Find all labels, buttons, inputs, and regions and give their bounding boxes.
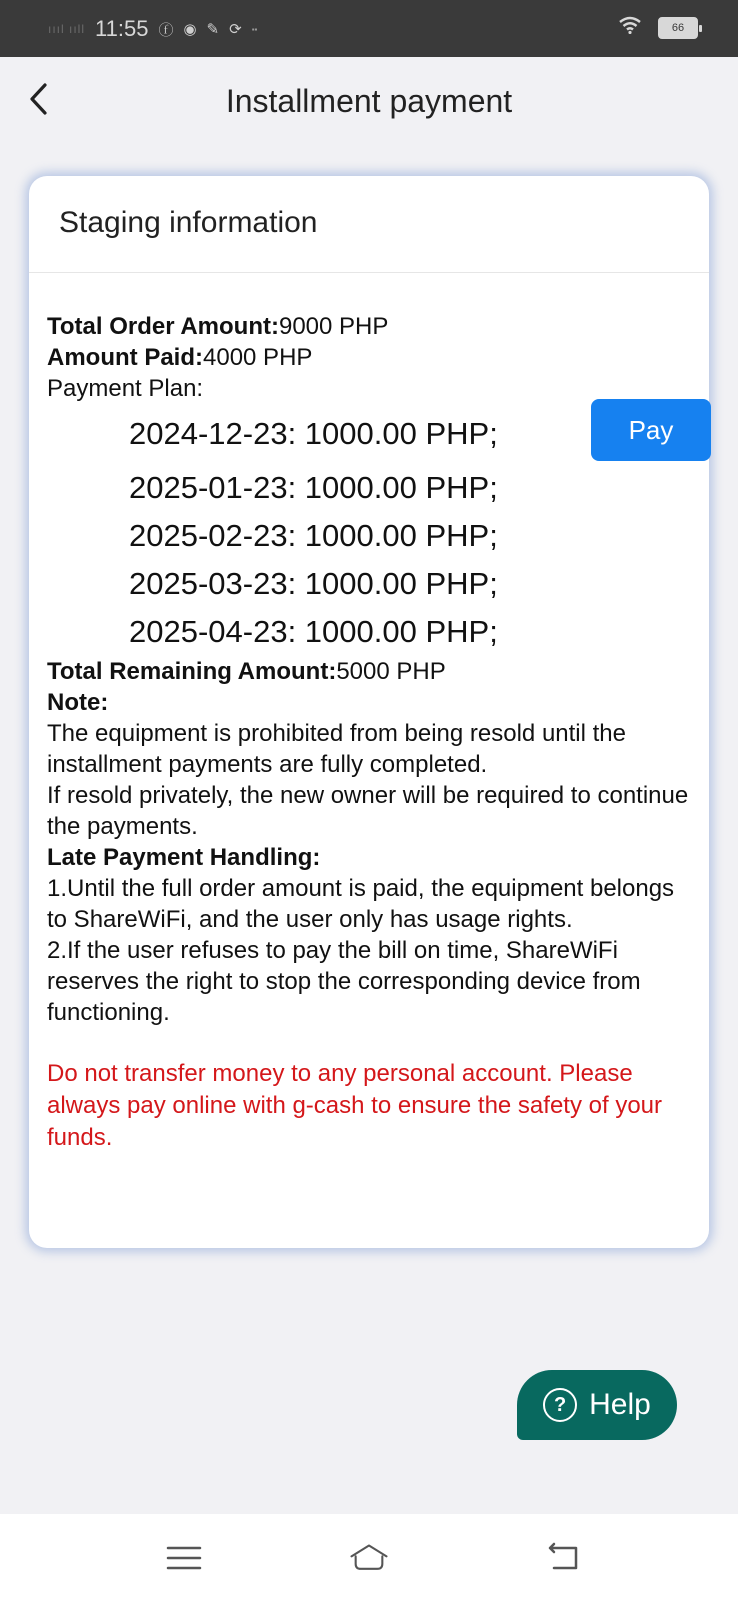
total-remaining-amount: Total Remaining Amount:5000 PHP <box>47 658 446 685</box>
plan-item: 2025-04-23: 1000.00 PHP; <box>129 614 498 649</box>
amount-paid: Amount Paid:4000 PHP <box>47 344 313 371</box>
late-payment-rule-2: 2.If the user refuses to pay the bill on time, ShareWiFi reserves the right to stop the corresponding device from functioning. <box>47 937 641 1026</box>
plan-item: 2025-03-23: 1000.00 PHP; <box>129 566 498 601</box>
app-notification-icon: ▪▪ <box>251 24 258 34</box>
home-icon <box>349 1540 389 1576</box>
note-text-1: The equipment is prohibited from being resold until the installment payments are fully completed. <box>47 720 626 778</box>
wifi-icon <box>618 16 642 40</box>
payment-plan-label: Payment Plan: <box>47 375 204 402</box>
staging-info-card <box>29 176 709 1248</box>
pay-button[interactable]: Pay <box>591 399 711 461</box>
back-icon <box>544 1540 584 1576</box>
card-header <box>29 176 709 273</box>
note-text-2: If resold privately, the new owner will be required to continue the payments. <box>47 782 689 840</box>
tools-icon: ✎ <box>206 21 220 38</box>
plan-item: 2025-01-23: 1000.00 PHP; <box>129 470 498 505</box>
help-label: Help <box>589 1388 651 1421</box>
card-title: Staging information <box>59 206 318 239</box>
question-circle-icon: ? <box>543 1388 577 1422</box>
system-nav-bar <box>0 1514 738 1600</box>
plan-item: 2025-02-23: 1000.00 PHP; <box>129 518 498 553</box>
page-title: Installment payment <box>225 83 513 119</box>
home-button[interactable] <box>345 1538 393 1578</box>
safety-warning: Do not transfer money to any personal account. Please always pay online with g-cash to ensure the safety of your funds. <box>47 1060 662 1151</box>
plan-item: 2024-12-23: 1000.00 PHP; Pay <box>47 410 689 458</box>
payment-plan-list <box>47 410 689 656</box>
signal-icon: ıııl ııll <box>48 22 86 36</box>
card-body <box>29 273 709 1154</box>
total-order-amount: Total Order Amount:9000 PHP <box>47 313 389 340</box>
late-payment-rule-1: 1.Until the full order amount is paid, the equipment belongs to ShareWiFi, and the user only has usage rights. <box>47 875 675 933</box>
clock-time: 11:55 <box>95 16 149 41</box>
menu-icon <box>164 1540 204 1576</box>
header <box>0 57 738 157</box>
help-button[interactable] <box>517 1370 677 1440</box>
menu-button[interactable] <box>160 1538 208 1578</box>
sync-icon: ⟳ <box>229 21 242 38</box>
back-nav-button[interactable] <box>540 1538 588 1578</box>
facebook-icon: ⓕ <box>158 21 174 39</box>
note-label: Note: <box>47 689 109 716</box>
late-payment-label: Late Payment Handling: <box>47 844 321 871</box>
battery-icon: 66 <box>658 17 698 39</box>
status-bar <box>0 0 738 57</box>
messenger-icon: ◉ <box>183 21 197 38</box>
